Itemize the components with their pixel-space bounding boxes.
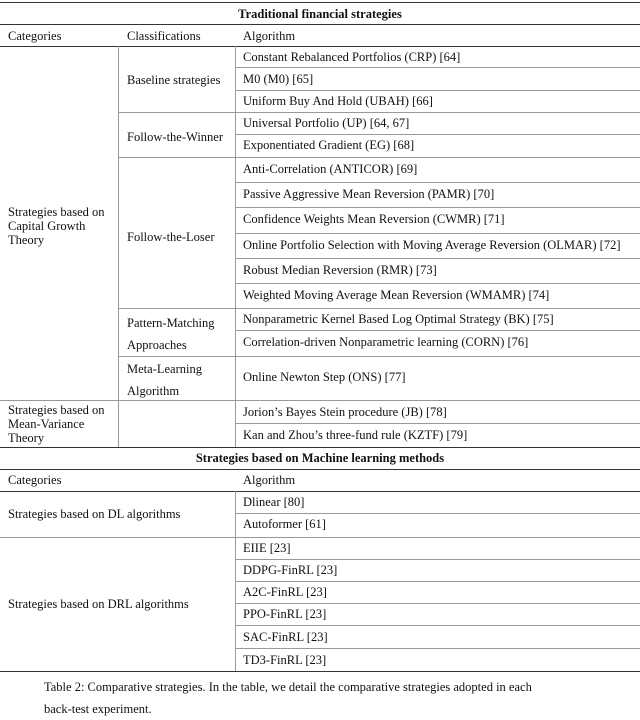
algorithm-cell: Passive Aggressive Mean Reversion (PAMR) [70] <box>243 187 495 201</box>
row-divider <box>118 112 640 113</box>
row-divider <box>118 308 640 309</box>
section1-title: Traditional financial strategies <box>238 7 402 21</box>
algorithm-cell: Kan and Zhou’s three-fund rule (KZTF) [79] <box>243 428 468 442</box>
rule <box>0 491 640 492</box>
row-divider <box>235 233 640 234</box>
row-divider <box>235 258 640 259</box>
row-divider <box>118 157 640 158</box>
algorithm-cell: Universal Portfolio (UP) [64, 67] <box>243 116 410 130</box>
header-categories: Categories <box>8 473 62 487</box>
category-capital-growth: Capital Growth <box>8 219 86 233</box>
category-capital-growth: Theory <box>8 233 45 247</box>
algorithm-cell: PPO-FinRL [23] <box>243 607 327 621</box>
classification-baseline: Baseline strategies <box>127 73 221 87</box>
caption-line: Table 2: Comparative strategies. In the table, we detail the comparative strategies adopted in each <box>44 680 532 694</box>
row-divider <box>235 134 640 135</box>
algorithm-cell: Weighted Moving Average Mean Reversion (WMAMR) [74] <box>243 288 550 302</box>
row-divider <box>0 537 640 538</box>
row-divider <box>0 400 640 401</box>
row-divider <box>235 423 640 424</box>
row-divider <box>235 67 640 68</box>
classification-follow-winner: Follow-the-Winner <box>127 130 224 144</box>
column-divider <box>118 46 119 447</box>
algorithm-cell: Confidence Weights Mean Reversion (CWMR) [71] <box>243 212 505 226</box>
row-divider <box>235 648 640 649</box>
algorithm-cell: M0 (M0) [65] <box>243 72 314 86</box>
rule <box>0 46 640 47</box>
category-mean-variance: Theory <box>8 431 45 445</box>
category-capital-growth: Strategies based on <box>8 205 105 219</box>
row-divider <box>118 356 640 357</box>
rule <box>0 24 640 25</box>
algorithm-cell: Online Newton Step (ONS) [77] <box>243 370 406 384</box>
algorithm-cell: Uniform Buy And Hold (UBAH) [66] <box>243 94 433 108</box>
row-divider <box>235 581 640 582</box>
algorithm-cell: TD3-FinRL [23] <box>243 653 327 667</box>
algorithm-cell: Autoformer [61] <box>243 517 326 531</box>
row-divider <box>235 625 640 626</box>
table-caption <box>44 676 604 720</box>
category-drl: Strategies based on DRL algorithms <box>8 597 189 611</box>
algorithm-cell: Anti-Correlation (ANTICOR) [69] <box>243 162 418 176</box>
row-divider <box>235 283 640 284</box>
caption-line: back-test experiment. <box>44 702 152 716</box>
classification-meta-learning: Algorithm <box>127 384 180 398</box>
row-divider <box>235 330 640 331</box>
classification-follow-loser: Follow-the-Loser <box>127 230 215 244</box>
algorithm-cell: Constant Rebalanced Portfolios (CRP) [64] <box>243 50 461 64</box>
row-divider <box>235 207 640 208</box>
column-divider <box>235 46 236 447</box>
algorithm-cell: EIIE [23] <box>243 541 291 555</box>
category-dl: Strategies based on DL algorithms <box>8 507 181 521</box>
header-algorithm: Algorithm <box>243 473 296 487</box>
rule <box>0 469 640 470</box>
classification-meta-learning: Meta-Learning <box>127 362 202 376</box>
table-top-rule <box>0 2 640 3</box>
header-algorithm: Algorithm <box>243 29 296 43</box>
section2-title: Strategies based on Machine learning methods <box>195 451 445 465</box>
header-categories: Categories <box>8 29 62 43</box>
category-mean-variance: Mean-Variance <box>8 417 85 431</box>
header-classifications: Classifications <box>127 29 201 43</box>
algorithm-cell: Robust Median Reversion (RMR) [73] <box>243 263 437 277</box>
algorithm-cell: Dlinear [80] <box>243 495 305 509</box>
table-bottom-rule <box>0 671 640 672</box>
row-divider <box>235 182 640 183</box>
classification-pattern-matching: Pattern-Matching <box>127 316 215 330</box>
algorithm-cell: Online Portfolio Selection with Moving Average Reversion (OLMAR) [72] <box>243 238 621 252</box>
algorithm-cell: Exponentiated Gradient (EG) [68] <box>243 138 415 152</box>
rule <box>0 447 640 448</box>
algorithm-cell: SAC-FinRL [23] <box>243 630 328 644</box>
row-divider <box>235 90 640 91</box>
algorithm-cell: DDPG-FinRL [23] <box>243 563 338 577</box>
algorithm-cell: Correlation-driven Nonparametric learning (CORN) [76] <box>243 335 529 349</box>
row-divider <box>235 603 640 604</box>
classification-pattern-matching: Approaches <box>127 338 187 352</box>
algorithm-cell: A2C-FinRL [23] <box>243 585 327 599</box>
row-divider <box>235 513 640 514</box>
algorithm-cell: Nonparametric Kernel Based Log Optimal Strategy (BK) [75] <box>243 312 554 326</box>
category-mean-variance: Strategies based on <box>8 403 105 417</box>
algorithm-cell: Jorion’s Bayes Stein procedure (JB) [78] <box>243 405 447 419</box>
row-divider <box>235 559 640 560</box>
